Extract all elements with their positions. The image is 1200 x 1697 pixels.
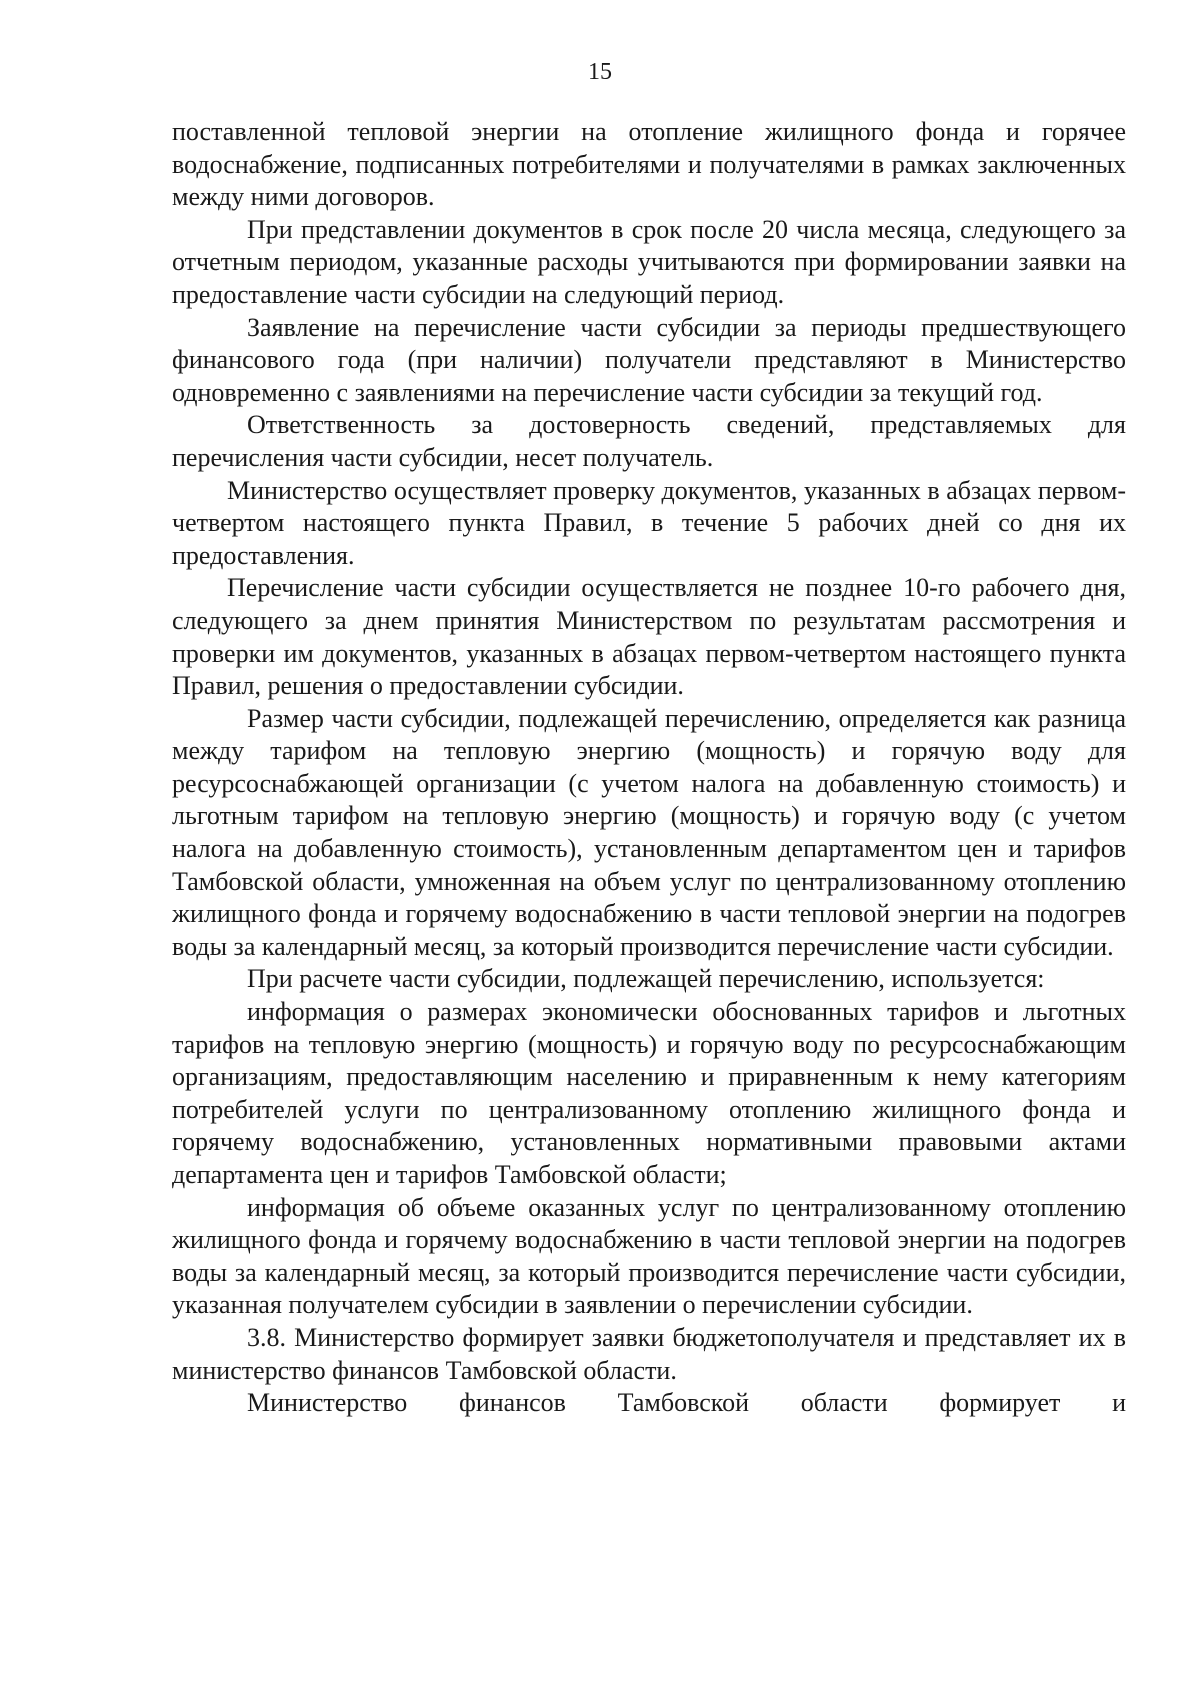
paragraph: Ответственность за достоверность сведений, представляемых для перечисления части субсидии, несет получатель. [172, 410, 1126, 472]
paragraph: информация о размерах экономически обоснованных тарифов и льготных тарифов на тепловую энергию (мощность) и горячую воду по ресурсоснабжающим организациям, предоставляющим населению и приравненным к нему категориям потребителей услуги по централизованному отоплению жилищного фонда и горячему водоснабжению, установленных нормативными правовыми актами департамента цен и тарифов Тамбовской области; [172, 997, 1126, 1189]
document-body [172, 116, 1126, 1420]
paragraph: Перечисление части субсидии осуществляется не позднее 10-го рабочего дня, следующего за днем принятия Министерством по результатам рассмотрения и проверки им документов, указанных в абзацах первом-четвертом настоящего пункта Правил, решения о предоставлении субсидии. [172, 573, 1126, 701]
paragraph: поставленной тепловой энергии на отопление жилищного фонда и горячее водоснабжение, подписанных потребителями и получателями в рамках заключенных между ними договоров. [172, 117, 1126, 212]
paragraph: информация об объеме оказанных услуг по централизованному отоплению жилищного фонда и горячему водоснабжению в части тепловой энергии на подогрев воды за календарный месяц, за который производится перечисление части субсидии, указанная получателем субсидии в заявлении о перечислении субсидии. [172, 1192, 1126, 1320]
paragraph: Размер части субсидии, подлежащей перечислению, определяется как разница между тарифом на тепловую энергию (мощность) и горячую воду для ресурсоснабжающей организации (с учетом налога на добавленную стоимость) и льготным тарифом на тепловую энергию (мощность) и горячую воду (с учетом налога на добавленную стоимость), установленным департаментом цен и тарифов Тамбовской области, умноженная на объем услуг по централизованному отоплению жилищного фонда и горячему водоснабжению в части тепловой энергии на подогрев воды за календарный месяц, за который производится перечисление части субсидии. [172, 703, 1126, 961]
page-number: 15 [588, 59, 612, 85]
paragraph: При расчете части субсидии, подлежащей перечислению, используется: [247, 964, 1045, 994]
paragraph: Заявление на перечисление части субсидии за периоды предшествующего финансового года (при наличии) получатели представляют в Министерство одновременно с заявлениями на перечисление части субсидии за текущий год. [172, 312, 1126, 407]
paragraph: При представлении документов в срок после 20 числа месяца, следующего за отчетным периодом, указанные расходы учитываются при формировании заявки на предоставление части субсидии на следующий период. [172, 214, 1126, 309]
paragraph: Министерство финансов Тамбовской области формирует и [247, 1388, 1126, 1418]
paragraph: Министерство осуществляет проверку документов, указанных в абзацах первом-четвертом настоящего пункта Правил, в течение 5 рабочих дней со дня их предоставления. [172, 475, 1126, 570]
paragraph: 3.8. Министерство формирует заявки бюджетополучателя и представляет их в министерство финансов Тамбовской области. [172, 1322, 1126, 1385]
